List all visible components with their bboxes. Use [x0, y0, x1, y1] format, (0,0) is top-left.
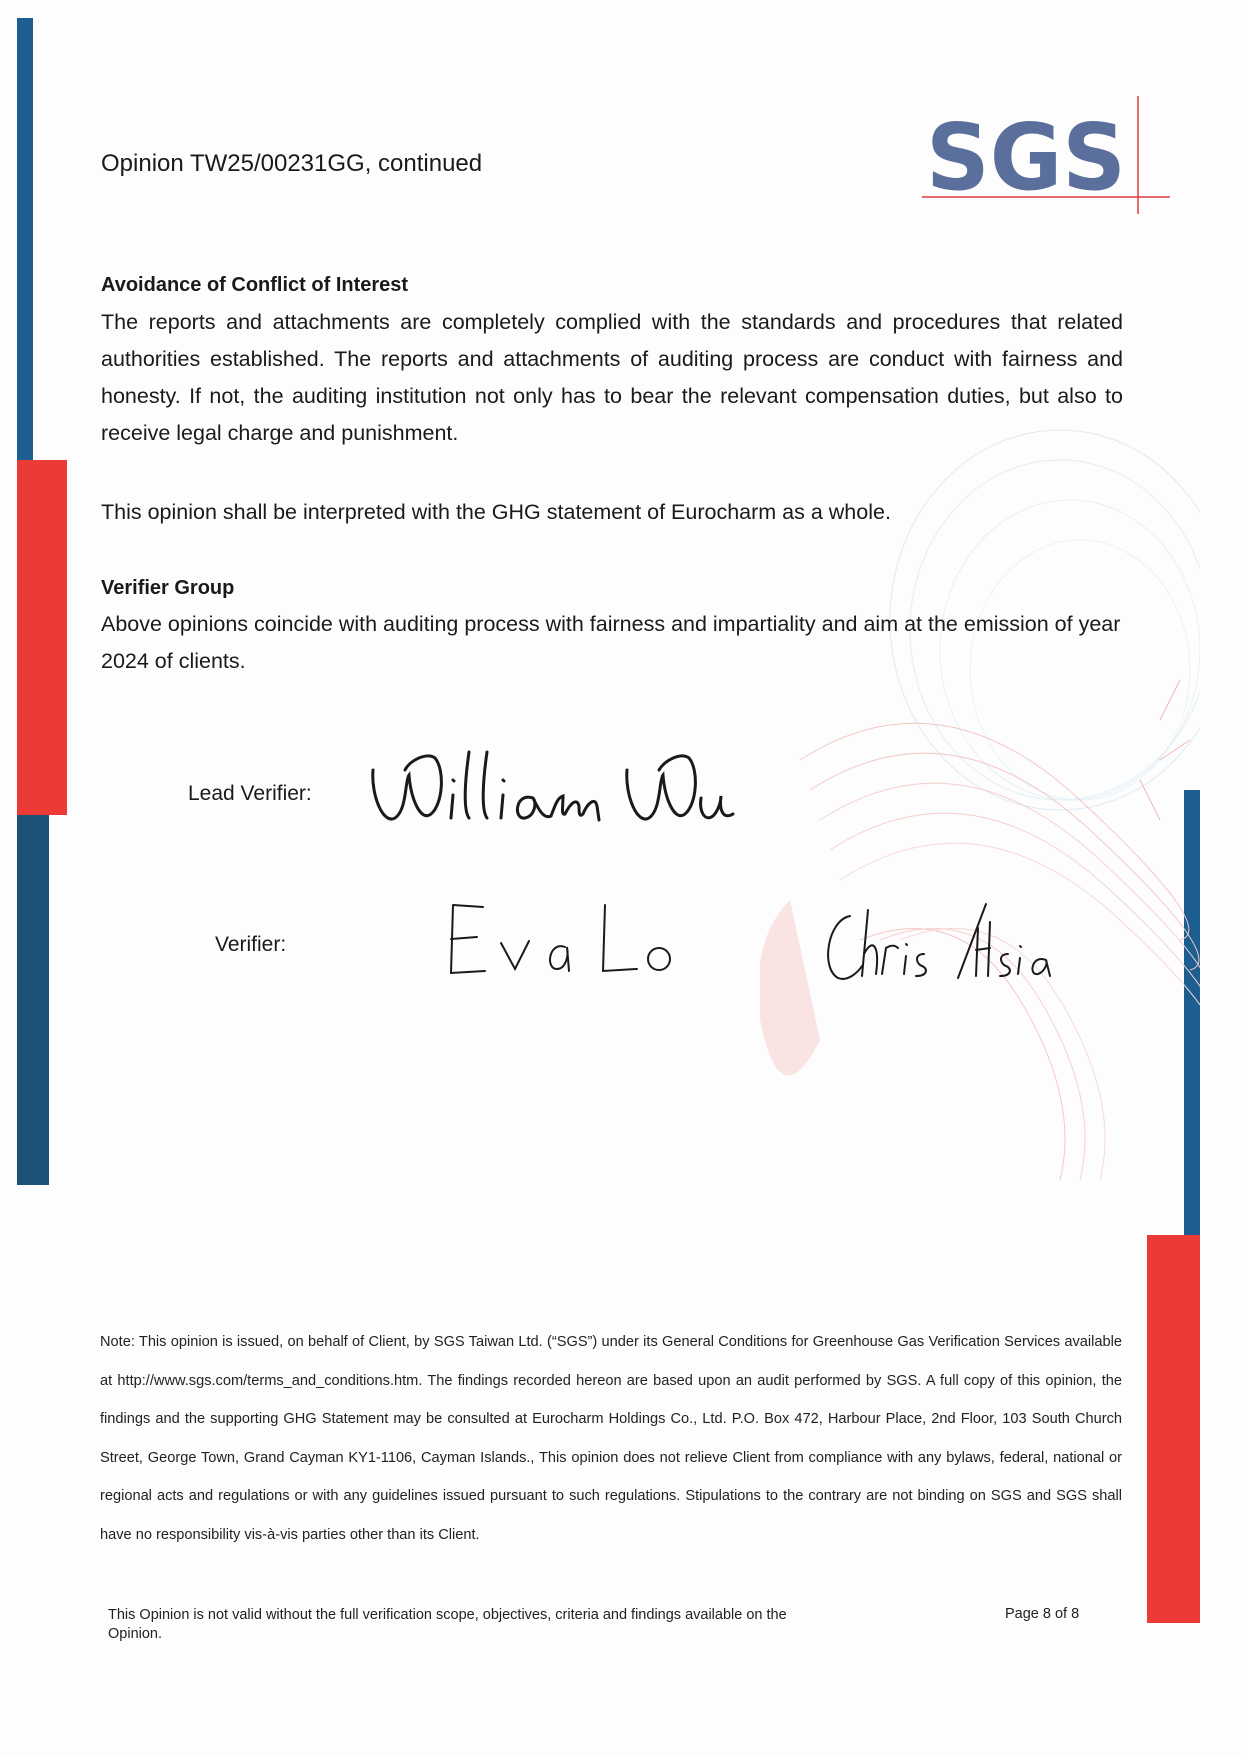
verifier-signature-eva-lo [445, 895, 685, 985]
validity-footer-note: This Opinion is not valid without the full verification scope, objectives, criteria and findings available on the Opinion. [108, 1607, 787, 1642]
sgs-logo-text: SGS [926, 104, 1126, 211]
verifier-group-heading: Verifier Group [101, 577, 235, 599]
conflict-heading: Avoidance of Conflict of Interest [101, 274, 409, 296]
lead-verifier-label: Lead Verifier: [188, 782, 312, 805]
conflict-paragraph: The reports and attachments are completely complied with the standards and procedures that related authorities established. The reports and attachments of auditing process are conduct with fairness and honesty. If not, the auditing institution not only has to bear the relevant compensation duties, but also to receive legal charge and punishment. [101, 310, 1123, 445]
left-blue-bar-bottom [17, 815, 49, 1185]
lead-verifier-signature [365, 740, 745, 840]
verifier-group-paragraph: Above opinions coincide with auditing process with fairness and impartiality and aim at the emission of year 2024 of clients. [101, 612, 1121, 673]
left-red-bar [17, 460, 67, 815]
verifier-signature-chris-hsia [818, 898, 1058, 988]
verifier-label: Verifier: [215, 933, 287, 956]
legal-note: Note: This opinion is issued, on behalf of Client, by SGS Taiwan Ltd. (“SGS”) under its General Conditions for Greenhouse Gas Verification Services available at http://www.sgs.com/terms_and_conditions.htm. The findings recorded hereon are based upon an audit performed by SGS. A full copy of this opinion, the findings and the supporting GHG Statement may be consulted at Eurocharm Holdings Co., Ltd. P.O. Box 472, Harbour Place, 2nd Floor, 103 South Church Street, George Town, Grand Cayman KY1-1106, Cayman Islands., This opinion does not relieve Client from compliance with any bylaws, federal, national or regional acts and regulations or with any guidelines issued pursuant to such regulations. Stipulations to the contrary are not binding on SGS and SGS shall have no responsibility vis-à-vis parties other than its Client. [100, 1334, 1122, 1543]
right-blue-bar [1184, 790, 1200, 1235]
security-pattern [760, 420, 1200, 1280]
left-blue-bar-top [17, 18, 33, 460]
sgs-logo [922, 94, 1170, 216]
interpretation-paragraph: This opinion shall be interpreted with the GHG statement of Eurocharm as a whole. [101, 500, 891, 524]
document-title: Opinion TW25/00231GG, continued [101, 150, 483, 177]
right-red-bar [1147, 1235, 1200, 1623]
page-number: Page 8 of 8 [1005, 1606, 1080, 1622]
